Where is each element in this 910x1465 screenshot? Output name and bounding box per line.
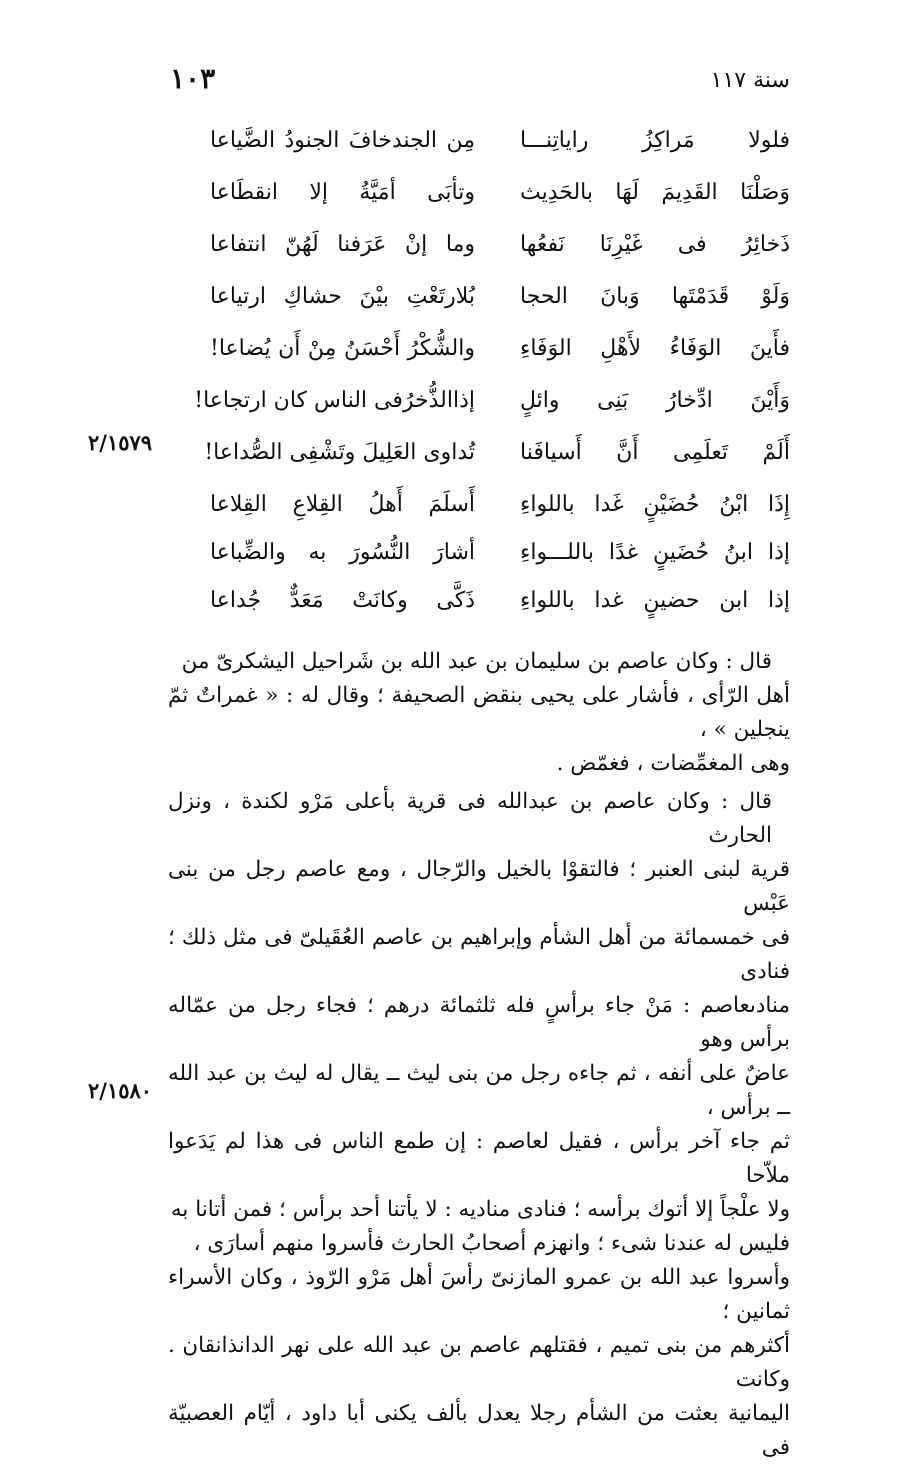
verse-first-hemistich: وَصَلْنَا القَدِيمَ لَهَا بالحَدِيث bbox=[520, 180, 790, 205]
verse-second-hemistich: بُلارتَعْتِ بيْنَ حشاكِ ارتياعا bbox=[210, 284, 475, 309]
verse-line bbox=[204, 440, 790, 480]
text-line: ولا علْجاً إلا أتوك برأسه ؛ فنادى مناديه : لا يأتنا أحد برأس ؛ فمن أتانا به bbox=[170, 1197, 790, 1222]
verse-first-hemistich: إذا ابنُ حُضَينٍ غدًا باللـــواءِ bbox=[520, 540, 790, 565]
verse-first-hemistich: إِذَا ابْنُ حُضَيْنٍ غَدا باللواءِ bbox=[520, 492, 790, 517]
verse-second-hemistich: ذَكَّى وكانَتْ مَعَدٌّ جُداعا bbox=[210, 588, 475, 613]
verse-second-hemistich: وتأبَى أمَيَّةُ إلا انقطَاعا bbox=[210, 180, 475, 205]
verse-first-hemistich: فلولا مَراكِزُ راياتِنـــا bbox=[520, 128, 790, 153]
running-head bbox=[170, 58, 790, 98]
text-line: منادىعاصم : مَنْ جاء برأسٍ فله ثلثمائة درهم ؛ فجاء رجل من عمّاله برأس وهو bbox=[168, 993, 790, 1052]
verse-line bbox=[210, 284, 790, 324]
text-line: قال : وكان عاصم بن سليمان بن عبد الله بن شَراحيل اليشكرىّ من bbox=[181, 649, 772, 674]
verse-first-hemistich: ذَخائِرُ فى غَيْرِنَا نَفعُها bbox=[520, 232, 790, 257]
text-line: أكثرهم من بنى تميم ، فقتلهم عاصم بن عبد الله على نهر الدانذانقان . وكانت bbox=[168, 1333, 790, 1392]
running-head-year: سنة ١١٧ bbox=[710, 68, 790, 93]
text-line: اليمانية بعثت من الشأم رجلا يعدل بألف يكنى أبا داود ، أيّام العصبيّة فى bbox=[168, 1401, 790, 1460]
verse-line bbox=[210, 492, 790, 532]
paragraph bbox=[168, 645, 790, 781]
text-line: وأسروا عبد الله بن عمرو المازنىّ رأسَ أهل مَرْو الرّوذ ، وكان الأسراء ثمانين ؛ bbox=[168, 1265, 790, 1324]
verse-line bbox=[210, 336, 790, 376]
text-line: قرية لبنى العنبر ؛ فالتقوْا بالخيل والرّجال ، ومع عاصم رجل من بنى عَبْس bbox=[168, 857, 790, 916]
text-line: قال : وكان عاصم بن عبدالله فى قرية بأعلى مَرْو لكندة ، ونزل الحارث bbox=[168, 789, 772, 848]
verse-line bbox=[210, 232, 790, 272]
page-number: ١٠٣ bbox=[170, 62, 216, 95]
verse-first-hemistich: أَلَمْ تَعلَمِى أَنَّ أَسيافَنا bbox=[520, 440, 790, 465]
text-line: فليس له عندنا شىء ؛ وانهزم أصحابُ الحارث فأسروا منهم أسارَى ، bbox=[193, 1231, 790, 1256]
verse-line bbox=[210, 588, 790, 628]
text-line: ثم جاء آخر برأس ، فقيل لعاصم : إن طمع الناس فى هذا لم يَدَعوا ملاّحا bbox=[168, 1129, 790, 1188]
text-line: عاضٌ على أنفه ، ثم جاءه رجل من بنى ليث ــ يقال له ليث بن عبد الله ــ برأس ، bbox=[168, 1061, 790, 1120]
text-line: أهل الرّأى ، فأشار على يحيى بنقض الصحيفة ؛ وقال له : « غمراتٌ ثمّ ينجلين » ، bbox=[168, 683, 790, 742]
verse-line bbox=[210, 540, 790, 580]
verse-second-hemistich: وما إنْ عَرَفنا لَهُنّ انتفاعا bbox=[210, 232, 475, 257]
text-line: فى خمسمائة من أهل الشأم وإبراهيم بن عاصم العُقَيلىّ فى مثل ذلك ؛ فنادى bbox=[168, 925, 790, 984]
paragraph bbox=[168, 785, 790, 1465]
verse-second-hemistich: والشُّكْرُ أَحْسَنُ مِنْ أَن يُضاعا! bbox=[210, 336, 475, 361]
verse-first-hemistich: وَلَوْ قَدَمْتَها وَبانَ الحجا bbox=[520, 284, 790, 309]
verse-first-hemistich: إذا ابن حضينٍ غدا باللواءِ bbox=[520, 588, 790, 613]
verse-first-hemistich: فأَينَ الوَفَاءُ لأَهْلِ الوَفَاءِ bbox=[520, 336, 790, 361]
verse-second-hemistich: أشارَ النُّسُورَ به والضِّباعا bbox=[210, 540, 475, 565]
verse-second-hemistich: إذاالذُّخرُفى الناس كان ارتجاعا! bbox=[194, 388, 475, 413]
margin-reference: ٢/١٥٨٠ bbox=[88, 1078, 153, 1103]
verse-line bbox=[210, 180, 790, 220]
margin-reference: ٢/١٥٧٩ bbox=[88, 430, 153, 455]
verse-second-hemistich: أَسلَمَ أَهلُ القِلاعِ القِلاعا bbox=[210, 492, 475, 517]
text-line: وهى المغمِّضات ، فغمّض . bbox=[556, 751, 790, 776]
verse-second-hemistich: تُداوى العَلِيلَ وتَشْفِى الصُّداعا! bbox=[204, 440, 475, 465]
verse-line bbox=[210, 128, 790, 168]
verse-line bbox=[194, 388, 790, 428]
verse-first-hemistich: وَأَيْنَ ادِّخارُ بَنِى وائلٍ bbox=[520, 388, 790, 413]
verse-second-hemistich: مِن الجندخافَ الجنودُ الضَّياعا bbox=[210, 128, 475, 153]
